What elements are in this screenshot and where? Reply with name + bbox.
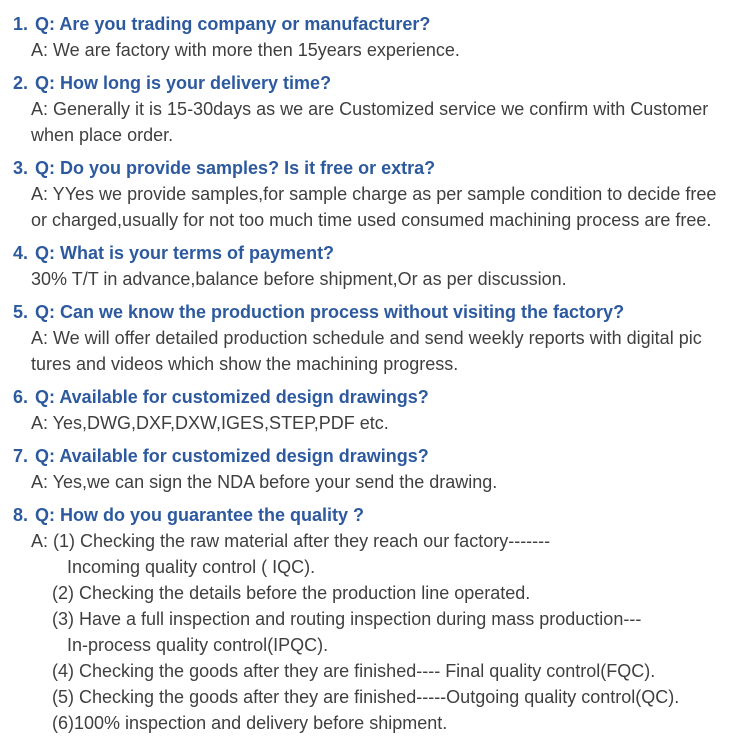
faq-question <box>13 384 750 410</box>
question-number: 8. <box>13 505 29 525</box>
question-text: Q: Can we know the production process without visiting the factory? <box>35 302 625 322</box>
answer-line: when place order. <box>31 125 174 145</box>
answer-line: 30% T/T in advance,balance before shipment,Or as per discussion. <box>31 269 567 289</box>
question-number: 7. <box>13 446 29 466</box>
faq-question <box>13 11 750 37</box>
question-number: 5. <box>13 302 29 322</box>
question-number: 6. <box>13 387 29 407</box>
question-text: Q: Are you trading company or manufacturer? <box>35 14 431 34</box>
answer-line: Incoming quality control ( IQC). <box>67 557 316 577</box>
faq-answer <box>0 266 750 292</box>
faq-question <box>13 240 750 266</box>
faq-item-6 <box>0 384 750 436</box>
faq-answer <box>0 181 750 233</box>
question-number: 4. <box>13 243 29 263</box>
answer-line: (6)100% inspection and delivery before shipment. <box>52 713 448 733</box>
faq-item-2 <box>0 70 750 148</box>
faq-item-3 <box>0 155 750 233</box>
faq-item-7 <box>0 443 750 495</box>
answer-line: A: We are factory with more then 15years experience. <box>31 40 460 60</box>
faq-question <box>13 299 750 325</box>
faq-item-8 <box>0 502 750 736</box>
answer-line: tures and videos which show the machining progress. <box>31 354 459 374</box>
faq-item-5 <box>0 299 750 377</box>
answer-line: A: We will offer detailed production schedule and send weekly reports with digital pic <box>31 328 702 348</box>
faq-question <box>13 443 750 469</box>
question-text: Q: How do you guarantee the quality ? <box>35 505 365 525</box>
answer-line: (4) Checking the goods after they are finished---- Final quality control(FQC). <box>52 661 656 681</box>
answer-line: In-process quality control(IPQC). <box>67 635 329 655</box>
faq-answer <box>0 410 750 436</box>
answer-line: (2) Checking the details before the production line operated. <box>52 583 531 603</box>
faq-question <box>13 155 750 181</box>
question-text: Q: How long is your delivery time? <box>35 73 332 93</box>
answer-line: A: Generally it is 15-30days as we are Customized service we confirm with Customer <box>31 99 709 119</box>
question-number: 2. <box>13 73 29 93</box>
answer-line: A: YYes we provide samples,for sample charge as per sample condition to decide free <box>31 184 717 204</box>
faq-answer <box>0 325 750 377</box>
faq-answer <box>0 37 750 63</box>
faq-question <box>13 70 750 96</box>
question-text: Q: Available for customized design drawings? <box>35 446 429 466</box>
question-number: 3. <box>13 158 29 178</box>
question-text: Q: Available for customized design drawings? <box>35 387 429 407</box>
faq-question <box>13 502 750 528</box>
faq-item-4 <box>0 240 750 292</box>
question-text: Q: Do you provide samples? Is it free or extra? <box>35 158 436 178</box>
answer-line: (3) Have a full inspection and routing inspection during mass production--- <box>52 609 642 629</box>
answer-line: A: Yes,DWG,DXF,DXW,IGES,STEP,PDF etc. <box>31 413 389 433</box>
faq-answer <box>0 528 750 736</box>
answer-line: A: (1) Checking the raw material after they reach our factory------- <box>31 531 551 551</box>
faq-answer <box>0 469 750 495</box>
faq-item-1 <box>0 11 750 63</box>
question-number: 1. <box>13 14 29 34</box>
answer-line: (5) Checking the goods after they are finished-----Outgoing quality control(QC). <box>52 687 680 707</box>
question-text: Q: What is your terms of payment? <box>35 243 335 263</box>
answer-line: A: Yes,we can sign the NDA before your send the drawing. <box>31 472 498 492</box>
answer-line: or charged,usually for not too much time used consumed machining process are free. <box>31 210 712 230</box>
faq-answer <box>0 96 750 148</box>
